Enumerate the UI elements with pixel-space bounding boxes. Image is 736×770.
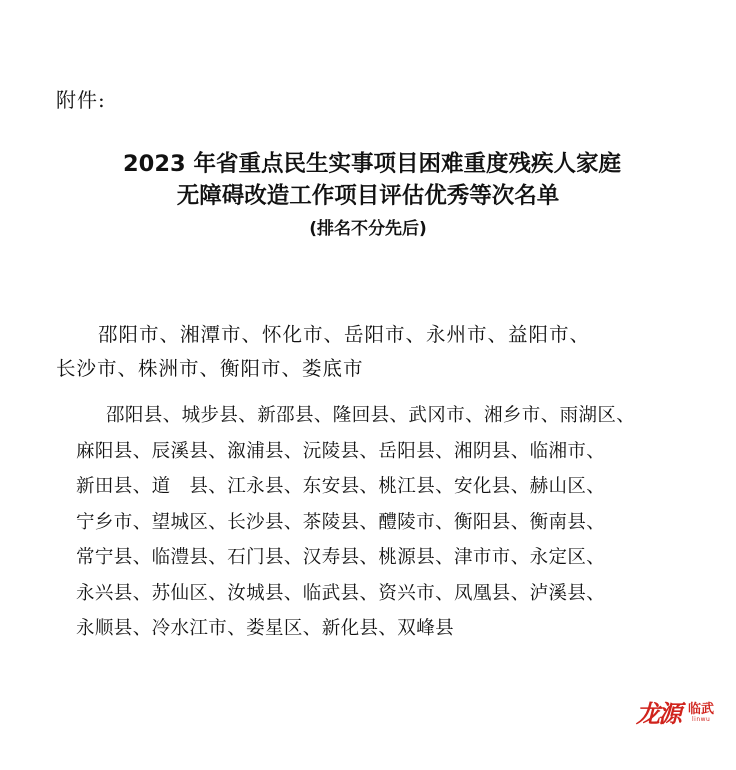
county-line: 邵阳县、城步县、新邵县、隆回县、武冈市、湘乡市、雨湖区、 <box>106 405 636 426</box>
county-line: 宁乡市、望城区、长沙县、茶陵县、醴陵市、衡阳县、衡南县、 <box>76 511 606 533</box>
county-line: 永顺县、冷水江市、娄星区、新化县、双峰县 <box>76 618 455 639</box>
city-list <box>56 318 696 386</box>
county-list <box>76 398 696 647</box>
county-line: 常宁县、临澧县、石门县、汉寿县、桃源县、津市市、永定区、 <box>76 547 606 568</box>
title-line-1: 2023 年省重点民生实事项目困难重度残疾人家庭 <box>123 151 621 177</box>
document-title <box>0 148 736 244</box>
city-line-1: 邵阳市、湘潭市、怀化市、岳阳市、永州市、益阳市、 <box>98 323 591 346</box>
city-line-2: 长沙市、株洲市、衡阳市、娄底市 <box>56 357 364 380</box>
watermark-logo <box>636 692 720 728</box>
logo-side-text: 临武 <box>688 702 715 717</box>
ranking-note: (排名不分先后) <box>309 219 427 239</box>
logo-sub-text: linwu <box>692 716 711 723</box>
county-line: 麻阳县、辰溪县、溆浦县、沅陵县、岳阳县、湘阴县、临湘市、 <box>76 440 606 462</box>
attachment-label: 附件: <box>56 88 106 112</box>
logo-main-text: 龙源 <box>636 699 680 728</box>
county-line: 永兴县、苏仙区、汝城县、临武县、资兴市、凤凰县、泸溪县、 <box>76 582 606 604</box>
title-line-2: 无障碍改造工作项目评估优秀等次名单 <box>176 183 560 209</box>
county-line: 新田县、道 县、江永县、东安县、桃江县、安化县、赫山区、 <box>76 476 606 497</box>
